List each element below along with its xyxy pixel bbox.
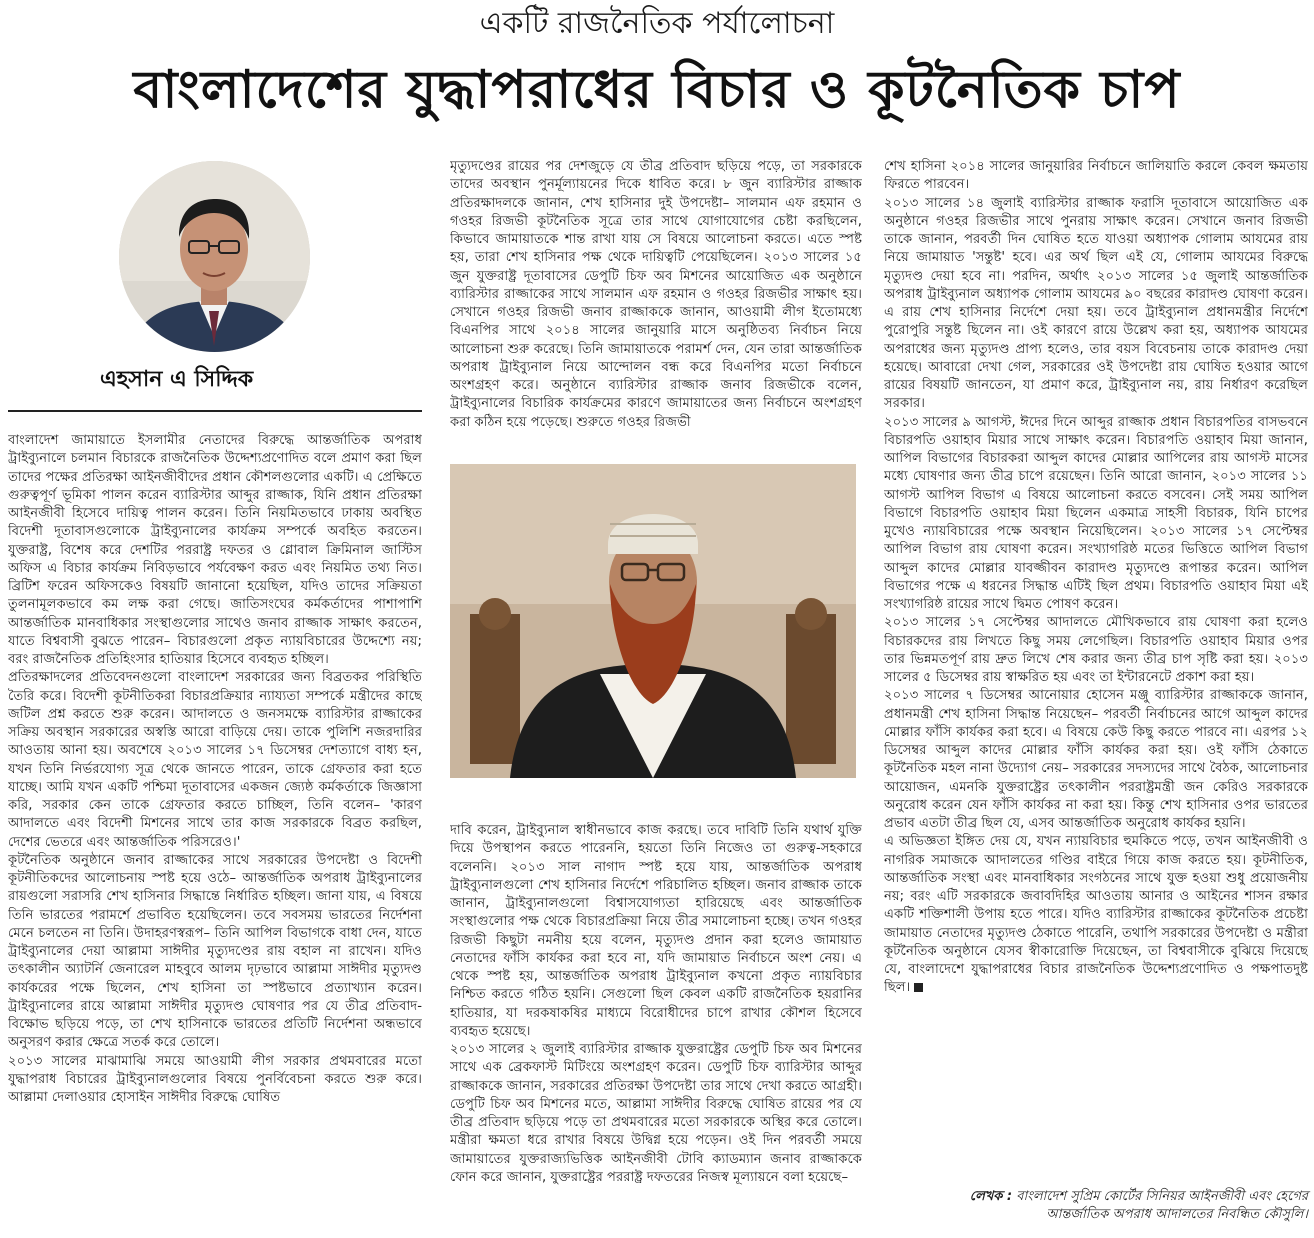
author-note — [884, 1188, 1308, 1224]
kicker: একটি রাজনৈতিক পর্যালোচনা — [479, 6, 835, 41]
paragraph: প্রতিরক্ষাদলের প্রতিবেদনগুলো বাংলাদেশ সরকারের জন্য বিব্রতকর পরিস্থিতি তৈরি করে। বিদেশী কূটনীতিকরা বিচারপ্রক্রিয়ার ন্যায্যতা সম্পর্কে মন্ত্রীদের কাছে জটিল প্রশ্ন করতে শুরু করেন। আদালতে ও জনসমক্ষে ব্যারিস্টার রাজ্জাকের সক্রিয় অবস্থান সরকারের অস্বস্তি আরো বাড়িয়ে দেয়। তাকে পুলিশি নজরদারির আওতায় আনা হয়। অবশেষে ২০১৩ সালের ১৭ ডিসেম্বর দেশত্যাগে বাধ্য হন, যখন তিনি নির্ভরযোগ্য সূত্র থেকে জানতে পারেন, তাকে গ্রেফতার করা হতে যাচ্ছে। আমি যখন একটি পশ্চিমা দূতাবাসের একজন জ্যেষ্ঠ কর্মকর্তাকে জিজ্ঞাসা করি, সরকার কেন তাকে গ্রেফতার করতে চাচ্ছিল, তিনি বলেন– 'কারণ আদালতে এবং বিদেশী মিশনের সাথে তার কাজ সরকারকে বিব্রত করছিল, দেশের ভেতরে এবং আন্তর্জাতিক পরিসরেও।' — [8, 670, 422, 850]
paragraph: মৃত্যুদণ্ডের রায়ের পর দেশজুড়ে যে তীব্র প্রতিবাদ ছড়িয়ে পড়ে, তা সরকারকে তাদের অবস্থান পুনর্মূল্যায়নের দিকে ধাবিত করে। ৮ জুন ব্যারিস্টার রাজ্জাক প্রতিরক্ষাদলকে জানান, শেখ হাসিনার দুই উপদেষ্টা– সালমান এফ রহমান ও গওহর রিজভী কূটনৈতিক সূত্রে তার সাথে যোগাযোগের চেষ্টা করছিলেন, কিভাবে জামায়াতকে শান্ত রাখা যায় সে বিষয়ে আলোচনা করতে। এতে স্পষ্ট হয়, তারা শেখ হাসিনার পক্ষ থেকে দায়িত্বটি পেয়েছিলেন। ২০১৩ সালের ১৫ জুন যুক্তরাষ্ট্র দূতাবাসের ডেপুটি চিফ অব মিশনের আয়োজিত এক অনুষ্ঠানে ব্যারিস্টার রাজ্জাকের সাথে সালমান এফ রহমান ও গওহর রিজভীর সাক্ষাৎ হয়। সেখানে গওহর রিজভী জনাব রাজ্জাককে জানান, আওয়ামী লীগ ইতোমধ্যে বিএনপির সাথে ২০১৪ সালের জানুয়ারি মাসে অনুষ্ঠিতব্য নির্বাচন নিয়ে আলোচনা শুরু করেছে। তিনি জামায়াতকে পরামর্শ দেন, যেন তারা আন্তর্জাতিক অপরাধ ট্রাইব্যুনাল নিয়ে আন্দোলন বন্ধ করে বিএনপির মতো নির্বাচনে অংশগ্রহণ করে। অনুষ্ঠানে ব্যারিস্টার রাজ্জাক জনাব রিজভীকে বলেন, ট্রাইব্যুনালের বিচারিক কার্যক্রমের কারণে জামায়াতের জন্য নির্বাচনে অংশগ্রহণ করা কঠিন হয়ে পড়েছে। শুরুতে গওহর রিজভী — [450, 159, 862, 430]
paragraph: ২০১৩ সালের ৯ আগস্ট, ঈদের দিনে আব্দুর রাজ্জাক প্রধান বিচারপতির বাসভবনে বিচারপতি ওয়াহাব মিয়ার সাথে সাক্ষাৎ করেন। বিচারপতি ওয়াহাব মিয়া জানান, আপিল বিভাগের বিচারকরা আব্দুল কাদের মোল্লার আপিলের রায় আগস্ট মাসের মধ্যে ঘোষণার জন্য তীব্র চাপে রয়েছেন। তিনি আরো জানান, ২০১৩ সালের ১১ আগস্ট আপিল বিভাগ এ বিষয়ে আলোচনা করতে বসবেন। সেই সময় আপিল বিভাগে বিচারপতি ওয়াহাব মিয়া ছিলেন একমাত্র সাহসী বিচারক, যিনি চাপের মুখেও ন্যায়বিচারের পক্ষে অবস্থান নিয়েছিলেন। ২০১৩ সালের ১৭ সেপ্টেম্বর আপিল বিভাগ রায় ঘোষণা করেন। সংখ্যাগরিষ্ঠ মতের ভিত্তিতে আপিল বিভাগ আব্দুল কাদের মোল্লার যাবজ্জীবন কারাদণ্ড মৃত্যুদণ্ডে রূপান্তর করেন। আপিল বিভাগের পক্ষে এ ধরনের সিদ্ধান্ত এটিই ছিল প্রথম। বিচারপতি ওয়াহাব মিয়া এই সংখ্যাগরিষ্ঠ রায়ের সাথে দ্বিমত পোষণ করেন। — [884, 414, 1308, 612]
byline-rule — [8, 410, 422, 412]
article-column-4 — [884, 158, 1308, 1188]
article-column-1 — [8, 432, 422, 1230]
subject-photo — [450, 464, 856, 778]
paragraph: ২০১৩ সালের ৭ ডিসেম্বর আনোয়ার হোসেন মঞ্জু ব্যারিস্টার রাজ্জাককে জানান, প্রধানমন্ত্রী শেখ হাসিনা সিদ্ধান্ত নিয়েছেন– পরবর্তী নির্বাচনের আগে আব্দুল কাদের মোল্লার ফাঁসি কার্যকর করা হবে। এ বিষয়ে কেউ কিছু করতে পারবে না। এরপর ১২ ডিসেম্বর আব্দুল কাদের মোল্লার ফাঁসি কার্যকর করা হয়। ওই ফাঁসি ঠেকাতে কূটনৈতিক মহল নানা উদ্যোগ নেয়– সরকারের সদস্যদের সাথে বৈঠক, আলোচনার আয়োজন, এমনকি যুক্তরাষ্ট্রের তৎকালীন পররাষ্ট্রমন্ত্রী জন কেরিও সরকারকে অনুরোধ করেন যেন ফাঁসি কার্যকর না করা হয়। কিন্তু শেখ হাসিনার ওপর ভারতের প্রভাব এতটা তীব্র ছিল যে, এসব আন্তর্জাতিক অনুরোধ কার্যকর হয়নি। — [884, 688, 1308, 831]
author-portrait — [119, 161, 310, 352]
article-column-2 — [450, 158, 862, 460]
paragraph: কূটনৈতিক অনুষ্ঠানে জনাব রাজ্জাকের সাথে সরকারের উপদেষ্টা ও বিদেশী কূটনীতিকদের আলোচনায় স্পষ্ট হয়ে ওঠে– আন্তর্জাতিক অপরাধ ট্রাইব্যুনালের রায়গুলো সরাসরি শেখ হাসিনার সিদ্ধান্তে নির্ধারিত হচ্ছিল। জানা যায়, এ বিষয়ে তিনি ভারতের পরামর্শে প্রভাবিত হয়েছিলেন। তবে সবসময় ভারতের নির্দেশনা মেনে চলতেন না তিনি। উদাহরণস্বরূপ– তিনি আপিল বিভাগকে বাধা দেন, যাতে ট্রাইব্যুনালের দেয়া আল্লামা সাঈদীর মৃত্যুদণ্ডের রায় বহাল না রাখেন। যদিও তৎকালীন অ্যাটর্নি জেনারেল মাহবুবে আলম দৃঢ়ভাবে আল্লামা সাঈদীর মৃত্যুদণ্ড কার্যকরের পক্ষে ছিলেন, শেখ হাসিনা তা স্পষ্টভাবে প্রত্যাখ্যান করেন। ট্রাইব্যুনালের রায়ে আল্লামা সাঈদীর মৃত্যুদণ্ড ঘোষণার পর যে তীব্র প্রতিবাদ-বিক্ষোভ ছড়িয়ে পড়ে, তা শেখ হাসিনাকে ভারতের প্রতিটি নির্দেশনা অন্ধভাবে অনুসরণ করার ক্ষেত্রে সতর্ক করে তোলে। — [8, 852, 422, 1051]
paragraph: বাংলাদেশ জামায়াতে ইসলামীর নেতাদের বিরুদ্ধে আন্তর্জাতিক অপরাধ ট্রাইব্যুনালে চলমান বিচারকে রাজনৈতিক উদ্দেশ্যপ্রণোদিত বলে প্রমাণ করা ছিল তাদের পক্ষের প্রতিরক্ষা আইনজীবীদের প্রধান কৌশলগুলোর একটি। এ প্রেক্ষিতে গুরুত্বপূর্ণ ভূমিকা পালন করেন ব্যারিস্টার আব্দুর রাজ্জাক, যিনি প্রধান প্রতিরক্ষা আইনজীবী হিসেবে দায়িত্ব পালন করেন। তিনি নিয়মিতভাবে ঢাকায় অবস্থিত বিদেশী দূতাবাসগুলোকে ট্রাইব্যুনালের কার্যক্রম সম্পর্কে অবহিত করতেন। যুক্তরাষ্ট্র, বিশেষ করে দেশটির পররাষ্ট্র দফতর ও গ্লোবাল ক্রিমিনাল জাস্টিস অফিস এ বিচার কার্যক্রম নিবিড়ভাবে পর্যবেক্ষণ করত এবং নিয়মিত তথ্য নিত। ব্রিটিশ ফরেন অফিসকেও বিষয়টি জানানো হয়েছিল, যদিও তাদের সক্রিয়তা তুলনামূলকভাবে কম লক্ষ করা গেছে। জাতিসংঘের কর্মকর্তাদের পাশাপাশি আন্তর্জাতিক মানবাধিকার সংস্থাগুলোর সাথেও জনাব রাজ্জাক সাক্ষাৎ করতেন, যাতে বিশ্ববাসী বুঝতে পারেন– বিচারগুলো প্রকৃত ন্যায়বিচারের উদ্দেশ্যে নয়; বরং রাজনৈতিক প্রতিহিংসার হাতিয়ার হিসেবে ব্যবহৃত হচ্ছিল। — [8, 433, 422, 667]
headline: বাংলাদেশের যুদ্ধাপরাধের বিচার ও কূটনৈতিক চাপ — [133, 59, 1181, 120]
paragraph-text: এ অভিজ্ঞতা ইঙ্গিত দেয় যে, যখন ন্যায়বিচার হুমকিতে পড়ে, তখন আইনজীবী ও নাগরিক সমাজকে আদালতের গণ্ডির বাইরে গিয়ে কাজ করতে হয়। কূটনীতিক, আন্তর্জাতিক সংস্থা এবং মানবাধিকার সংগঠনের সাথে যুক্ত হওয়া শুধু প্রয়োজনীয় নয়; বরং এটি সরকারকে জবাবদিহির আওতায় আনার ও আইনের শাসন রক্ষার একটি শক্তিশালী উপায় হতে পারে। যদিও ব্যারিস্টার রাজ্জাকের কূটনৈতিক প্রচেষ্টা জামায়াত নেতাদের মৃত্যুদণ্ড ঠেকাতে পারেনি, তথাপি সরকারের উপদেষ্টা ও মন্ত্রীরা কূটনৈতিক অনুষ্ঠানে যেসব স্বীকারোক্তি দিয়েছেন, তা বিশ্ববাসীকে বুঝিয়ে দিয়েছে যে, বাংলাদেশে যুদ্ধাপরাধের বিচার রাজনৈতিক উদ্দেশ্যপ্রণোদিত ও পক্ষপাতদুষ্ট ছিল। — [884, 834, 1308, 996]
end-mark — [914, 983, 923, 992]
paragraph: শেখ হাসিনা ২০১৪ সালের জানুয়ারির নির্বাচনে জালিয়াতি করলে কেবল ক্ষমতায় ফিরতে পারবেন। — [884, 159, 1308, 193]
paragraph: ২০১৩ সালের ২ জুলাই ব্যারিস্টার রাজ্জাক যুক্তরাষ্ট্রের ডেপুটি চিফ অব মিশনের সাথে এক ব্রেকফাস্ট মিটিংয়ে অংশগ্রহণ করেন। ডেপুটি চিফ ব্যারিস্টার আব্দুর রাজ্জাককে জানান, সরকারের প্রতিরক্ষা উপদেষ্টা তার সাথে দেখা করতে আগ্রহী। ডেপুটি চিফ অব মিশনের মতে, আল্লামা সাঈদীর বিরুদ্ধে ঘোষিত রায়ের পর যে তীব্র প্রতিবাদ ছড়িয়ে পড়ে তা প্রথমবারের মতো সরকারকে অস্থির করে তোলে। মন্ত্রীরা ক্ষমতা ধরে রাখার বিষয়ে উদ্বিগ্ন হয়ে পড়েন। ওই দিন পরবর্তী সময়ে জামায়াতের যুক্তরাজ্যভিত্তিক আইনজীবী টোবি ক্যাডম্যান জনাব রাজ্জাককে ফোন করে জানান, যুক্তরাষ্ট্রের পররাষ্ট্র দফতরের নিজস্ব মূল্যায়নে বলা হয়েছে– — [450, 1042, 862, 1185]
byline: এহসান এ সিদ্দিক — [100, 366, 254, 392]
paragraph — [884, 833, 1308, 997]
article-column-3 — [450, 822, 862, 1230]
author-label: লেখক : — [969, 1189, 1013, 1204]
paragraph: ২০১৩ সালের মাঝামাঝি সময়ে আওয়ামী লীগ সরকার প্রথমবারের মতো যুদ্ধাপরাধ বিচারের ট্রাইব্যুনালগুলোর বিষয়ে পুনর্বিবেচনা করতে শুরু করে। আল্লামা দেলাওয়ার হোসাইন সাঈদীর বিরুদ্ধে ঘোষিত — [8, 1053, 422, 1105]
author-line-1: বাংলাদেশ সুপ্রিম কোর্টের সিনিয়র আইনজীবী এবং হেগের — [1016, 1189, 1308, 1204]
paragraph: ২০১৩ সালের ১৪ জুলাই ব্যারিস্টার রাজ্জাক ফরাসি দূতাবাসে আয়োজিত এক অনুষ্ঠানে গওহর রিজভীর সাথে পুনরায় সাক্ষাৎ করেন। সেখানে জনাব রিজভী তাকে জানান, পরবর্তী দিন ঘোষিত হতে যাওয়া অধ্যাপক গোলাম আযমের রায় নিয়ে জামায়াত 'সন্তুষ্ট' হবে। এর অর্থ ছিল এই যে, গোলাম আযমের বিরুদ্ধে মৃত্যুদণ্ড দেয়া হবে না। পরদিন, অর্থাৎ ২০১৩ সালের ১৫ জুলাই আন্তর্জাতিক অপরাধ ট্রাইব্যুনাল অধ্যাপক গোলাম আযমের ৯০ বছরের কারাদণ্ড ঘোষণা করেন। এ রায় শেখ হাসিনার নির্দেশে দেয়া হয়। তবে ট্রাইব্যুনাল প্রধানমন্ত্রীর নির্দেশে পুরোপুরি সন্তুষ্ট ছিলেন না। ওই কারণে রায়ে উল্লেখ করা হয়, অধ্যাপক আযমের অপরাধের জন্য মৃত্যুদণ্ড প্রাপ্য হলেও, তার বয়স বিবেচনায় তাকে কারাদণ্ড দেয়া হয়েছে। আবারো দেখা গেল, সরকারের ওই উপদেষ্টা রায় ঘোষিত হওয়ার আগে রায়ের বিষয়টি জানতেন, যা প্রমাণ করে, ট্রাইব্যুনাল নয়, রায় নির্ধারণ করেছিল সরকার। — [884, 195, 1308, 412]
author-line-2: আন্তর্জাতিক অপরাধ আদালতের নিবন্ধিত কৌসুলি। — [1046, 1207, 1308, 1222]
paragraph: দাবি করেন, ট্রাইব্যুনাল স্বাধীনভাবে কাজ করছে। তবে দাবিটি তিনি যথার্থ যুক্তি দিয়ে উপস্থাপন করতে পারেননি, হয়তো তিনি নিজেও তা গুরুত্ব-সহকারে বলেননি। ২০১৩ সাল নাগাদ স্পষ্ট হয়ে যায়, আন্তর্জাতিক অপরাধ ট্রাইব্যুনালগুলো শেখ হাসিনার নির্দেশে পরিচালিত হচ্ছিল। জনাব রাজ্জাক তাকে জানান, ট্রাইব্যুনালগুলো বিশ্বাসযোগ্যতা হারিয়েছে এবং আন্তর্জাতিক সংস্থাগুলোর পক্ষ থেকে বিচারপ্রক্রিয়া নিয়ে তীব্র সমালোচনা হচ্ছে। তখন গওহর রিজভী কিছুটা নমনীয় হয়ে বলেন, মৃত্যুদণ্ড প্রদান করা হলেও জামায়াত নেতাদের ফাঁসি কার্যকর করা হবে না, যদি জামায়াত নির্বাচনে অংশ নেয়। এ থেকে স্পষ্ট হয়, আন্তর্জাতিক অপরাধ ট্রাইব্যুনাল কখনো প্রকৃত ন্যায়বিচার নিশ্চিত করতে গঠিত হয়নি। সেগুলো ছিল কেবল একটি রাজনৈতিক হয়রানির হাতিয়ার, যা দরকষাকষির মাধ্যমে বিরোধীদের চাপে রাখার কৌশল হিসেবে ব্যবহৃত হয়েছে। — [450, 823, 862, 1039]
paragraph: ২০১৩ সালের ১৭ সেপ্টেম্বর আদালতে মৌখিকভাবে রায় ঘোষণা করা হলেও বিচারকদের রায় লিখতে কিছু সময় লেগেছিল। বিচারপতি ওয়াহাব মিয়ার ওপর তার ভিন্নমতপূর্ণ রায় দ্রুত লিখে শেষ করার জন্য তীব্র চাপ সৃষ্টি করা হয়। ২০১৩ সালের ৫ ডিসেম্বর রায় স্বাক্ষরিত হয় এবং তা ইন্টারনেটে প্রকাশ করা হয়। — [884, 615, 1308, 685]
